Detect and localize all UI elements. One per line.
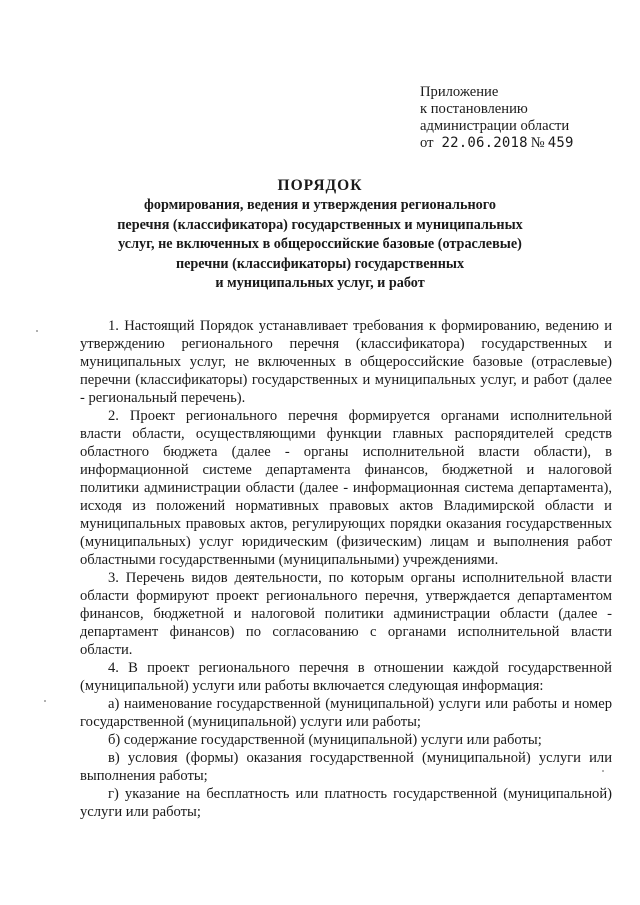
list-item-a: а) наименование государственной (муниципальной) услуги или работы и номер государственной (муниципальной) услуги или работы; [80, 696, 612, 730]
decree-date: 22.06.2018 [441, 135, 528, 151]
list-item-c: в) условия (формы) оказания государственной (муниципальной) услуги или выполнения работы; [80, 750, 612, 784]
paragraph-3: 3. Перечень видов деятельности, по которым органы исполнительной власти области формируют проект регионального перечня, утверждается департаментом финансов, бюджетной и налоговой политики администрации области (далее - департамент финансов) по согласованию с органами исполнительной власти области. [80, 570, 612, 658]
document-title [60, 176, 580, 294]
appendix-line-3: администрации области [420, 118, 570, 134]
title-line: перечни (классификаторы) государственных [175, 255, 465, 272]
paragraph-1: 1. Настоящий Порядок устанавливает требования к формированию, ведению и утверждению регионального перечня (классификатора) государственных и муниципальных услуг, не включенных в общероссийские базовые (отраслевые) перечни (классификаторы) государственных и муниципальных услуг, и работ (далее - региональный перечень). [80, 318, 612, 406]
appendix-block [420, 84, 574, 152]
title-line: перечня (классификатора) государственных и муниципальных [117, 216, 523, 233]
list-item-d: г) указание на бесплатность или платность государственной (муниципальной) услуги или работы; [80, 786, 612, 820]
appendix-line-1: Приложение [420, 84, 499, 100]
scan-speck [44, 700, 46, 702]
paragraph-4: 4. В проект регионального перечня в отношении каждой государственной (муниципальной) услуги или работы включается следующая информация: [80, 660, 612, 694]
date-prefix: от [420, 135, 434, 151]
list-item-b: б) содержание государственной (муниципальной) услуги или работы; [108, 732, 542, 748]
document-body [80, 317, 612, 821]
decree-number: 459 [547, 135, 574, 151]
scan-speck [36, 330, 38, 332]
scan-speck [602, 770, 604, 772]
title-heading: ПОРЯДОК [277, 177, 363, 194]
paragraph-2: 2. Проект регионального перечня формируется органами исполнительной власти области, осуществляющими функции главных распорядителей средств областного бюджета (далее - органы исполнительной власти области), в информационной системе департамента финансов, бюджетной и налоговой политики администрации области (далее - информационная система департамента), исходя из положений нормативных правовых актов Владимирской области и муниципальных правовых актов, регулирующих порядки оказания государственных (муниципальных) услуг юридическим (физическим) лицам и выполнения работ областными государственными (муниципальными) учреждениями. [80, 408, 612, 568]
title-line: и муниципальных услуг, и работ [215, 275, 425, 291]
number-sign: № [530, 135, 545, 151]
title-line: формирования, ведения и утверждения регионального [144, 197, 496, 213]
appendix-line-2: к постановлению [420, 101, 528, 117]
appendix-date-line [420, 135, 574, 152]
title-line: услуг, не включенных в общероссийские базовые (отраслевые) [118, 236, 522, 252]
